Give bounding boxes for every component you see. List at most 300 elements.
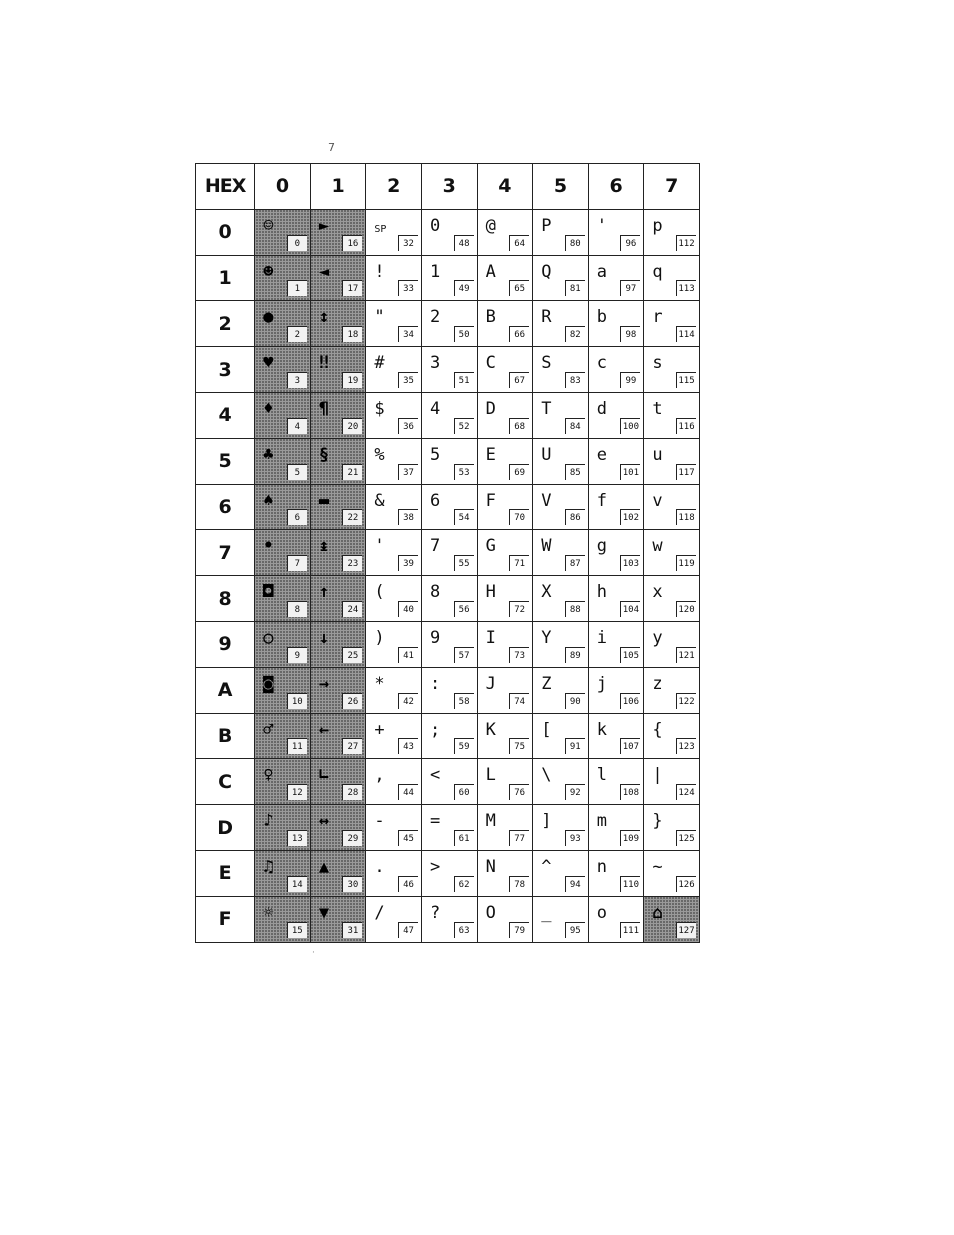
decimal-code-box: 97 xyxy=(620,280,640,296)
table-row xyxy=(196,713,700,759)
decimal-code-box: 112 xyxy=(676,235,696,251)
char-cell xyxy=(477,667,533,713)
table-row xyxy=(196,850,700,896)
char-cell xyxy=(533,896,589,942)
char-cell xyxy=(588,805,644,851)
decimal-code-box: 40 xyxy=(398,601,418,617)
decimal-code-box: 49 xyxy=(454,280,474,296)
char-glyph: ▲ xyxy=(318,856,330,877)
stray-mark: 7 xyxy=(328,141,335,154)
char-cell xyxy=(255,438,311,484)
char-cell xyxy=(366,850,422,896)
char-cell xyxy=(422,484,478,530)
row-header: 6 xyxy=(196,484,255,530)
char-cell xyxy=(366,301,422,347)
decimal-code-box: 79 xyxy=(509,922,529,938)
char-cell xyxy=(422,392,478,438)
char-glyph: v xyxy=(652,490,663,511)
char-cell xyxy=(366,621,422,667)
char-glyph: ◘ xyxy=(263,582,274,603)
char-cell xyxy=(310,805,366,851)
decimal-code-box: 96 xyxy=(620,235,640,251)
char-glyph: ↑ xyxy=(318,582,330,603)
char-glyph: 9 xyxy=(430,627,441,648)
row-header: 2 xyxy=(196,301,255,347)
decimal-code-box: 1 xyxy=(287,280,307,296)
char-glyph: 2 xyxy=(430,307,441,328)
row-header: F xyxy=(196,896,255,942)
row-header: 5 xyxy=(196,438,255,484)
char-glyph: = xyxy=(430,811,441,832)
char-glyph: ♪ xyxy=(263,811,274,832)
table-body xyxy=(196,209,700,942)
decimal-code-box: 37 xyxy=(398,464,418,480)
char-glyph: ☺ xyxy=(263,215,274,236)
decimal-code-box: 47 xyxy=(398,922,418,938)
table-row xyxy=(196,530,700,576)
decimal-code-box: 67 xyxy=(509,372,529,388)
char-cell xyxy=(644,621,700,667)
decimal-code-box: 42 xyxy=(398,693,418,709)
char-glyph: ↕ xyxy=(318,307,330,328)
row-header: E xyxy=(196,850,255,896)
char-glyph: % xyxy=(374,444,385,465)
decimal-code-box: 89 xyxy=(565,647,585,663)
char-cell xyxy=(644,576,700,622)
char-glyph: c xyxy=(596,353,608,374)
char-cell xyxy=(255,301,311,347)
decimal-code-box: 23 xyxy=(342,555,362,571)
char-cell xyxy=(422,805,478,851)
char-cell xyxy=(477,805,533,851)
char-cell xyxy=(310,576,366,622)
char-glyph: ^ xyxy=(541,856,552,877)
char-glyph: ↔ xyxy=(318,811,330,832)
char-cell xyxy=(366,805,422,851)
char-glyph: * xyxy=(374,673,385,694)
decimal-code-box: 50 xyxy=(454,326,474,342)
decimal-code-box: 69 xyxy=(509,464,529,480)
char-cell xyxy=(644,713,700,759)
char-glyph: m xyxy=(596,811,608,832)
char-cell xyxy=(477,896,533,942)
decimal-code-box: 86 xyxy=(565,509,585,525)
char-glyph: W xyxy=(541,536,552,557)
decimal-code-box: 13 xyxy=(287,830,307,846)
char-glyph: ♥ xyxy=(263,353,274,374)
char-cell xyxy=(477,255,533,301)
decimal-code-box: 99 xyxy=(620,372,640,388)
decimal-code-box: 20 xyxy=(342,418,362,434)
decimal-code-box: 90 xyxy=(565,693,585,709)
char-cell xyxy=(533,392,589,438)
table-row xyxy=(196,392,700,438)
hex-corner-label: HEX xyxy=(196,164,255,210)
decimal-code-box: 6 xyxy=(287,509,307,525)
decimal-code-box: 52 xyxy=(454,418,474,434)
char-cell xyxy=(477,209,533,255)
char-glyph: k xyxy=(596,719,608,740)
char-cell xyxy=(366,347,422,393)
char-cell xyxy=(310,484,366,530)
char-glyph: 8 xyxy=(430,582,441,603)
char-glyph: . xyxy=(374,856,385,877)
decimal-code-box: 119 xyxy=(676,555,696,571)
char-cell xyxy=(422,301,478,347)
char-glyph: ↨ xyxy=(318,536,330,557)
char-cell xyxy=(255,713,311,759)
char-glyph: ∟ xyxy=(318,765,330,786)
char-cell xyxy=(644,209,700,255)
char-cell xyxy=(255,392,311,438)
table-row xyxy=(196,805,700,851)
decimal-code-box: 46 xyxy=(398,876,418,892)
char-cell xyxy=(477,850,533,896)
char-cell xyxy=(644,530,700,576)
char-cell xyxy=(533,438,589,484)
decimal-code-box: 125 xyxy=(676,830,696,846)
decimal-code-box: 121 xyxy=(676,647,696,663)
char-cell xyxy=(255,530,311,576)
char-cell xyxy=(644,255,700,301)
decimal-code-box: 85 xyxy=(565,464,585,480)
char-cell xyxy=(422,713,478,759)
char-glyph: ' xyxy=(596,215,608,236)
decimal-code-box: 38 xyxy=(398,509,418,525)
decimal-code-box: 34 xyxy=(398,326,418,342)
char-cell xyxy=(366,759,422,805)
char-cell xyxy=(533,209,589,255)
table-row xyxy=(196,576,700,622)
char-cell xyxy=(477,713,533,759)
decimal-code-box: 114 xyxy=(676,326,696,342)
char-glyph: | xyxy=(652,765,663,786)
char-glyph: y xyxy=(652,627,663,648)
row-header: C xyxy=(196,759,255,805)
char-cell xyxy=(533,759,589,805)
decimal-code-box: 62 xyxy=(454,876,474,892)
char-cell xyxy=(255,255,311,301)
row-header: D xyxy=(196,805,255,851)
char-glyph: X xyxy=(541,582,552,603)
char-glyph: B xyxy=(485,307,496,328)
char-glyph: h xyxy=(596,582,608,603)
char-glyph: ▼ xyxy=(318,902,330,923)
row-header: 1 xyxy=(196,255,255,301)
char-cell xyxy=(644,759,700,805)
char-glyph: ‼ xyxy=(318,353,330,374)
char-cell xyxy=(422,255,478,301)
decimal-code-box: 73 xyxy=(509,647,529,663)
decimal-code-box: 65 xyxy=(509,280,529,296)
char-cell xyxy=(310,255,366,301)
char-glyph: z xyxy=(652,673,663,694)
char-glyph: a xyxy=(596,261,608,282)
char-cell xyxy=(644,301,700,347)
char-glyph: Q xyxy=(541,261,552,282)
row-header: 4 xyxy=(196,392,255,438)
decimal-code-box: 88 xyxy=(565,601,585,617)
char-glyph: Y xyxy=(541,627,552,648)
char-cell xyxy=(533,576,589,622)
char-cell xyxy=(310,850,366,896)
char-glyph: ↓ xyxy=(318,627,330,648)
char-cell xyxy=(644,484,700,530)
decimal-code-box: 22 xyxy=(342,509,362,525)
decimal-code-box: 30 xyxy=(342,876,362,892)
char-glyph: V xyxy=(541,490,552,511)
column-header: 5 xyxy=(533,164,589,210)
char-glyph: ☼ xyxy=(263,902,274,923)
table-row xyxy=(196,438,700,484)
char-glyph: / xyxy=(374,902,385,923)
char-glyph: " xyxy=(374,307,385,328)
decimal-code-box: 16 xyxy=(342,235,362,251)
table-row xyxy=(196,347,700,393)
char-glyph: ] xyxy=(541,811,552,832)
decimal-code-box: 100 xyxy=(620,418,640,434)
char-glyph: ¶ xyxy=(318,398,330,419)
char-glyph: U xyxy=(541,444,552,465)
decimal-code-box: 21 xyxy=(342,464,362,480)
char-cell xyxy=(477,301,533,347)
char-glyph: \ xyxy=(541,765,552,786)
decimal-code-box: 127 xyxy=(676,922,696,938)
char-cell xyxy=(310,347,366,393)
decimal-code-box: 113 xyxy=(676,280,696,296)
decimal-code-box: 56 xyxy=(454,601,474,617)
char-glyph: ~ xyxy=(652,856,663,877)
decimal-code-box: 12 xyxy=(287,784,307,800)
char-glyph: ♣ xyxy=(263,444,274,465)
char-glyph: - xyxy=(374,811,385,832)
decimal-code-box: 7 xyxy=(287,555,307,571)
char-cell xyxy=(477,347,533,393)
char-glyph: 7 xyxy=(430,536,441,557)
decimal-code-box: 10 xyxy=(287,693,307,709)
decimal-code-box: 95 xyxy=(565,922,585,938)
char-glyph: O xyxy=(485,902,496,923)
char-glyph: S xyxy=(541,353,552,374)
decimal-code-box: 107 xyxy=(620,738,640,754)
char-glyph: # xyxy=(374,353,385,374)
decimal-code-box: 94 xyxy=(565,876,585,892)
table-row xyxy=(196,484,700,530)
decimal-code-box: 102 xyxy=(620,509,640,525)
char-glyph: M xyxy=(485,811,496,832)
char-glyph: ☻ xyxy=(263,261,274,282)
char-cell xyxy=(533,805,589,851)
char-cell xyxy=(644,667,700,713)
char-cell xyxy=(588,301,644,347)
decimal-code-box: 81 xyxy=(565,280,585,296)
char-glyph: 1 xyxy=(430,261,441,282)
char-glyph: ? xyxy=(430,902,441,923)
char-cell xyxy=(310,209,366,255)
char-cell xyxy=(310,530,366,576)
char-cell xyxy=(588,484,644,530)
char-glyph: < xyxy=(430,765,441,786)
decimal-code-box: 63 xyxy=(454,922,474,938)
decimal-code-box: 60 xyxy=(454,784,474,800)
char-cell xyxy=(588,530,644,576)
char-cell xyxy=(255,347,311,393)
char-glyph: ► xyxy=(318,215,330,236)
decimal-code-box: 98 xyxy=(620,326,640,342)
char-glyph: o xyxy=(596,902,608,923)
decimal-code-box: 55 xyxy=(454,555,474,571)
char-cell xyxy=(588,392,644,438)
char-glyph: x xyxy=(652,582,663,603)
char-cell xyxy=(533,255,589,301)
decimal-code-box: 31 xyxy=(342,922,362,938)
char-glyph: → xyxy=(318,673,330,694)
table-row xyxy=(196,621,700,667)
char-glyph: d xyxy=(596,398,608,419)
decimal-code-box: 26 xyxy=(342,693,362,709)
decimal-code-box: 111 xyxy=(620,922,640,938)
char-glyph: L xyxy=(485,765,496,786)
char-cell xyxy=(310,392,366,438)
char-glyph: q xyxy=(652,261,663,282)
char-cell xyxy=(310,621,366,667)
char-glyph: E xyxy=(485,444,496,465)
decimal-code-box: 36 xyxy=(398,418,418,434)
char-cell xyxy=(366,530,422,576)
decimal-code-box: 18 xyxy=(342,326,362,342)
char-glyph: [ xyxy=(541,719,552,740)
char-cell xyxy=(255,484,311,530)
char-cell xyxy=(477,621,533,667)
char-cell xyxy=(588,896,644,942)
char-cell xyxy=(533,850,589,896)
decimal-code-box: 124 xyxy=(676,784,696,800)
char-cell xyxy=(588,255,644,301)
decimal-code-box: 28 xyxy=(342,784,362,800)
decimal-code-box: 122 xyxy=(676,693,696,709)
decimal-code-box: 78 xyxy=(509,876,529,892)
decimal-code-box: 54 xyxy=(454,509,474,525)
char-cell xyxy=(255,621,311,667)
char-cell xyxy=(477,530,533,576)
char-cell xyxy=(588,713,644,759)
decimal-code-box: 57 xyxy=(454,647,474,663)
char-glyph: ( xyxy=(374,582,385,603)
char-cell xyxy=(366,576,422,622)
char-cell xyxy=(533,667,589,713)
decimal-code-box: 116 xyxy=(676,418,696,434)
decimal-code-box: 118 xyxy=(676,509,696,525)
decimal-code-box: 4 xyxy=(287,418,307,434)
char-cell xyxy=(310,896,366,942)
char-glyph: ● xyxy=(263,307,274,328)
char-cell xyxy=(422,209,478,255)
char-glyph: u xyxy=(652,444,663,465)
char-glyph: r xyxy=(652,307,663,328)
decimal-code-box: 43 xyxy=(398,738,418,754)
decimal-code-box: 77 xyxy=(509,830,529,846)
char-cell xyxy=(477,392,533,438)
char-glyph: ! xyxy=(374,261,385,282)
char-glyph: , xyxy=(374,765,385,786)
char-cell xyxy=(366,484,422,530)
decimal-code-box: 19 xyxy=(342,372,362,388)
decimal-code-box: 48 xyxy=(454,235,474,251)
char-cell xyxy=(422,438,478,484)
decimal-code-box: 35 xyxy=(398,372,418,388)
row-header: 8 xyxy=(196,576,255,622)
char-glyph: + xyxy=(374,719,385,740)
row-header: A xyxy=(196,667,255,713)
decimal-code-box: 64 xyxy=(509,235,529,251)
char-glyph: R xyxy=(541,307,552,328)
char-cell xyxy=(477,759,533,805)
decimal-code-box: 72 xyxy=(509,601,529,617)
decimal-code-box: 58 xyxy=(454,693,474,709)
char-glyph: ♠ xyxy=(263,490,274,511)
column-header: 1 xyxy=(310,164,366,210)
char-glyph: $ xyxy=(374,398,385,419)
char-cell xyxy=(533,713,589,759)
decimal-code-box: 68 xyxy=(509,418,529,434)
char-glyph: ♂ xyxy=(263,719,274,740)
char-glyph: I xyxy=(485,627,496,648)
char-glyph: ⌂ xyxy=(652,902,663,923)
char-glyph: ) xyxy=(374,627,385,648)
decimal-code-box: 5 xyxy=(287,464,307,480)
decimal-code-box: 93 xyxy=(565,830,585,846)
row-header: 0 xyxy=(196,209,255,255)
char-glyph: i xyxy=(596,627,608,648)
char-cell xyxy=(588,576,644,622)
char-cell xyxy=(588,209,644,255)
char-glyph: b xyxy=(596,307,608,328)
char-glyph: ♀ xyxy=(263,765,274,786)
decimal-code-box: 59 xyxy=(454,738,474,754)
decimal-code-box: 44 xyxy=(398,784,418,800)
decimal-code-box: 106 xyxy=(620,693,640,709)
char-glyph: ▬ xyxy=(318,490,330,511)
char-glyph: N xyxy=(485,856,496,877)
column-header: 7 xyxy=(644,164,700,210)
decimal-code-box: 70 xyxy=(509,509,529,525)
char-cell xyxy=(255,896,311,942)
char-cell xyxy=(533,621,589,667)
char-glyph: D xyxy=(485,398,496,419)
char-cell xyxy=(588,667,644,713)
char-glyph: § xyxy=(318,444,330,465)
char-glyph: { xyxy=(652,719,663,740)
char-glyph: 6 xyxy=(430,490,441,511)
char-cell xyxy=(310,759,366,805)
decimal-code-box: 32 xyxy=(398,235,418,251)
decimal-code-box: 126 xyxy=(676,876,696,892)
char-cell xyxy=(422,667,478,713)
decimal-code-box: 15 xyxy=(287,922,307,938)
char-glyph: > xyxy=(430,856,441,877)
char-cell xyxy=(644,438,700,484)
decimal-code-box: 123 xyxy=(676,738,696,754)
char-glyph: p xyxy=(652,215,663,236)
stray-dot: · xyxy=(312,948,315,958)
row-header: 9 xyxy=(196,621,255,667)
decimal-code-box: 104 xyxy=(620,601,640,617)
char-glyph: w xyxy=(652,536,663,557)
char-cell xyxy=(477,438,533,484)
decimal-code-box: 87 xyxy=(565,555,585,571)
table-row xyxy=(196,301,700,347)
char-glyph: ← xyxy=(318,719,330,740)
